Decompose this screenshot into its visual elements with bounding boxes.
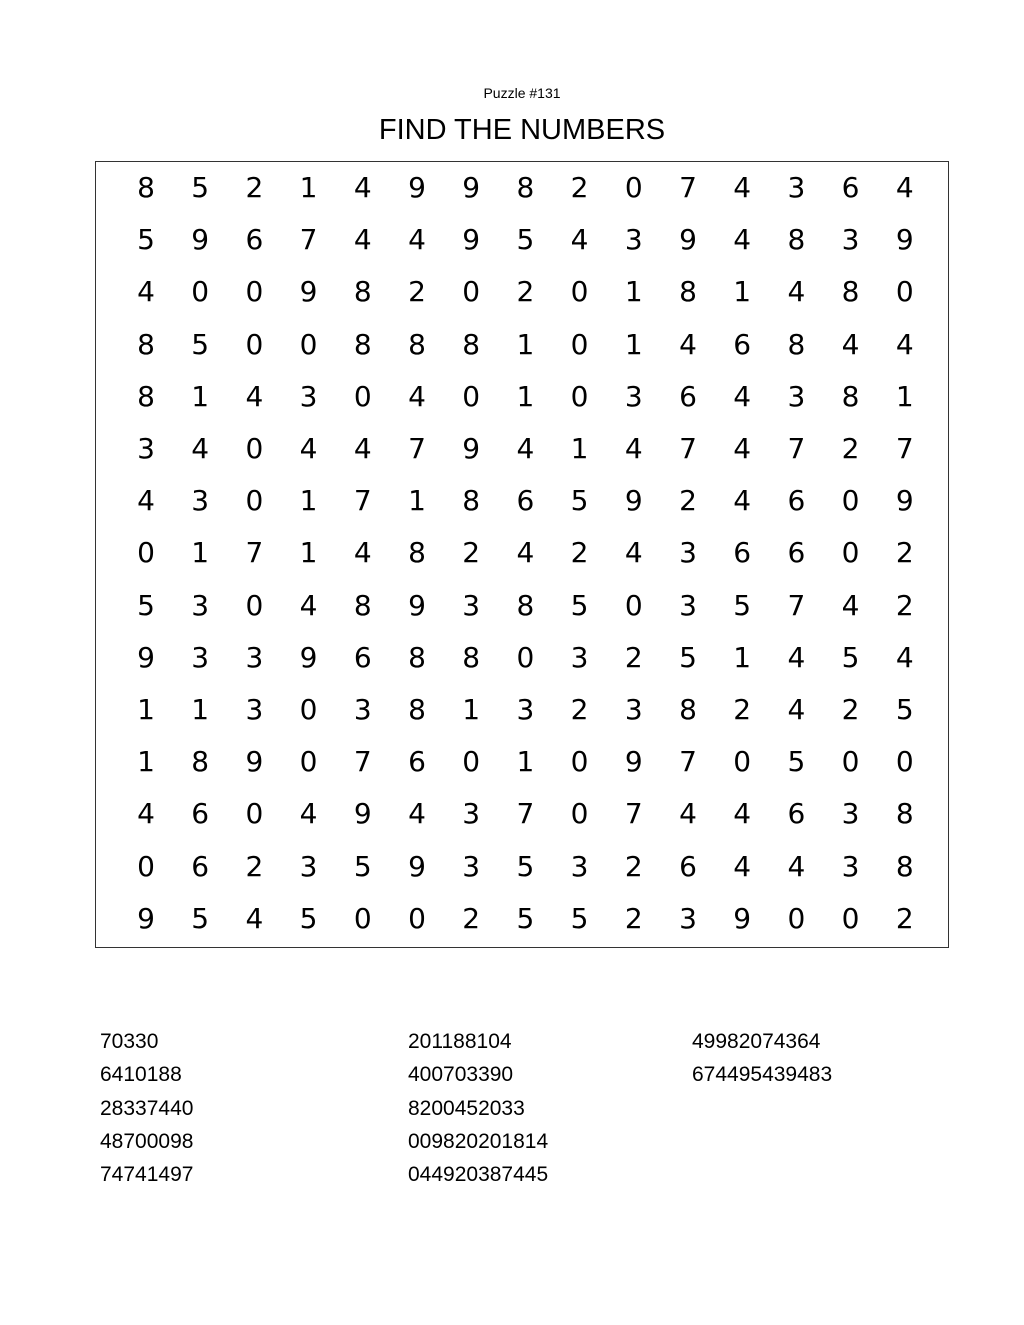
- grid-cell[interactable]: 1: [895, 379, 914, 413]
- grid-cell[interactable]: 5: [299, 901, 318, 935]
- grid-cell[interactable]: 6: [679, 379, 697, 413]
- grid-cell[interactable]: 8: [137, 171, 155, 204]
- grid-cell[interactable]: 4: [733, 432, 752, 465]
- grid-cell[interactable]: 7: [353, 745, 372, 779]
- grid-cell[interactable]: 2: [624, 849, 643, 883]
- grid-cell[interactable]: 8: [353, 588, 372, 622]
- grid-cell[interactable]: 8: [787, 327, 806, 361]
- grid-cell[interactable]: 2: [408, 275, 426, 309]
- grid-cell[interactable]: 9: [191, 223, 210, 257]
- grid-cell[interactable]: 0: [895, 745, 914, 779]
- grid-cell[interactable]: 1: [191, 379, 210, 413]
- grid-cell[interactable]: 7: [679, 171, 697, 204]
- grid-cell[interactable]: 8: [841, 379, 860, 413]
- grid-cell[interactable]: 6: [787, 797, 806, 831]
- grid-cell[interactable]: 1: [299, 536, 318, 570]
- grid-cell[interactable]: 1: [462, 693, 481, 726]
- grid-cell[interactable]: 9: [137, 901, 155, 935]
- grid-cell[interactable]: 0: [245, 484, 264, 518]
- grid-cell[interactable]: 1: [516, 379, 535, 413]
- grid-cell[interactable]: 0: [516, 640, 535, 674]
- grid-cell[interactable]: 4: [137, 484, 155, 518]
- grid-cell[interactable]: 8: [787, 223, 806, 257]
- grid-cell[interactable]: 9: [408, 171, 426, 204]
- grid-cell[interactable]: 9: [299, 275, 318, 309]
- grid-cell[interactable]: 5: [516, 849, 535, 883]
- grid-cell[interactable]: 9: [299, 640, 318, 674]
- grid-cell[interactable]: 1: [408, 484, 426, 518]
- grid-cell[interactable]: 3: [841, 849, 860, 883]
- grid-cell[interactable]: 4: [787, 275, 806, 309]
- grid-cell[interactable]: 7: [245, 536, 264, 570]
- grid-cell[interactable]: 2: [624, 901, 643, 935]
- grid-cell[interactable]: 0: [408, 901, 426, 935]
- grid-cell[interactable]: 5: [570, 484, 589, 518]
- grid-cell[interactable]: 0: [299, 327, 318, 361]
- grid-cell[interactable]: 4: [895, 171, 914, 204]
- grid-cell[interactable]: 8: [679, 275, 697, 309]
- grid-cell[interactable]: 3: [191, 484, 210, 518]
- grid-cell[interactable]: 0: [570, 797, 589, 831]
- grid-cell[interactable]: 5: [570, 588, 589, 622]
- grid-cell[interactable]: 0: [841, 484, 860, 518]
- grid-cell[interactable]: 0: [353, 379, 372, 413]
- grid-cell[interactable]: 3: [191, 640, 210, 674]
- grid-cell[interactable]: 4: [245, 379, 264, 413]
- grid-cell[interactable]: 4: [733, 484, 752, 518]
- grid-cell[interactable]: 2: [570, 171, 589, 204]
- grid-cell[interactable]: 8: [408, 536, 426, 570]
- grid-cell[interactable]: 3: [570, 640, 589, 674]
- word-item: 28337440: [100, 1096, 194, 1120]
- grid-cell[interactable]: 4: [895, 327, 914, 361]
- grid-cell[interactable]: 0: [570, 379, 589, 413]
- grid-cell[interactable]: 2: [570, 693, 589, 726]
- grid-cell[interactable]: 4: [353, 223, 372, 257]
- grid-cell[interactable]: 0: [895, 275, 914, 309]
- grid-cell[interactable]: 5: [895, 693, 914, 726]
- grid-cell[interactable]: 6: [733, 536, 752, 570]
- grid-cell[interactable]: 0: [137, 536, 155, 570]
- grid-cell[interactable]: 1: [137, 745, 155, 779]
- grid-cell[interactable]: 0: [245, 327, 264, 361]
- grid-cell[interactable]: 4: [408, 797, 426, 831]
- grid-cell[interactable]: 9: [462, 223, 481, 257]
- grid-cell[interactable]: 1: [137, 693, 155, 726]
- grid-cell[interactable]: 3: [191, 588, 210, 622]
- grid-cell[interactable]: 7: [624, 797, 643, 831]
- grid-cell[interactable]: 7: [895, 432, 914, 465]
- grid-cell[interactable]: 8: [191, 745, 210, 779]
- word-item: 74741497: [100, 1163, 194, 1187]
- word-item: 400703390: [408, 1063, 514, 1087]
- grid-cell[interactable]: 8: [353, 275, 372, 309]
- grid-cell[interactable]: 3: [624, 379, 643, 413]
- grid-cell[interactable]: 3: [245, 693, 264, 726]
- grid-cell[interactable]: 4: [353, 432, 372, 465]
- grid-cell[interactable]: 4: [299, 432, 318, 465]
- grid-cell[interactable]: 4: [733, 797, 752, 831]
- grid-cell[interactable]: 1: [516, 745, 535, 779]
- grid-cell[interactable]: 2: [570, 536, 589, 570]
- grid-cell[interactable]: 4: [408, 379, 426, 413]
- grid-cell[interactable]: 3: [679, 536, 697, 570]
- grid-cell[interactable]: 0: [570, 327, 589, 361]
- grid-cell[interactable]: 8: [895, 797, 914, 831]
- word-item: 8200452033: [408, 1096, 525, 1120]
- grid-cell[interactable]: 8: [408, 640, 426, 674]
- grid-cell[interactable]: 4: [516, 536, 535, 570]
- grid-cell[interactable]: 5: [516, 223, 535, 257]
- grid-cell[interactable]: 0: [841, 536, 860, 570]
- grid-cell[interactable]: 2: [895, 536, 914, 570]
- grid-cell[interactable]: 4: [733, 171, 752, 204]
- grid-cell[interactable]: 4: [245, 901, 264, 935]
- grid-cell[interactable]: 4: [353, 536, 372, 570]
- grid-cell[interactable]: 7: [516, 797, 535, 831]
- grid-cell[interactable]: 4: [516, 432, 535, 465]
- grid-cell[interactable]: 6: [191, 797, 210, 831]
- grid-cell[interactable]: 1: [733, 275, 752, 309]
- grid-cell[interactable]: 0: [841, 901, 860, 935]
- grid-cell[interactable]: 3: [624, 223, 643, 257]
- word-item: 6410188: [100, 1063, 182, 1087]
- grid-cell[interactable]: 8: [462, 640, 481, 674]
- grid-cell[interactable]: 0: [624, 171, 643, 204]
- grid-cell[interactable]: 0: [245, 797, 264, 831]
- word-item: 009820201814: [408, 1129, 549, 1153]
- grid-cell[interactable]: 4: [679, 797, 697, 831]
- grid-cell[interactable]: 8: [137, 379, 155, 413]
- grid-cell[interactable]: 9: [895, 484, 914, 518]
- grid-cell[interactable]: 4: [137, 275, 155, 309]
- word-item: 674495439483: [692, 1063, 833, 1087]
- grid-cell[interactable]: 5: [353, 849, 372, 883]
- grid-cell[interactable]: 3: [462, 797, 481, 831]
- grid-cell[interactable]: 4: [787, 849, 806, 883]
- grid-cell[interactable]: 6: [516, 484, 535, 518]
- grid-cell[interactable]: 9: [408, 849, 426, 883]
- grid-cell[interactable]: 8: [516, 588, 535, 622]
- grid-cell[interactable]: 1: [624, 275, 643, 309]
- grid-cell[interactable]: 4: [137, 797, 155, 831]
- grid-cell[interactable]: 6: [787, 484, 806, 518]
- word-item: 70330: [100, 1030, 159, 1053]
- grid-cell[interactable]: 5: [137, 588, 155, 622]
- grid-cell[interactable]: 3: [299, 379, 318, 413]
- grid-cell[interactable]: 0: [787, 901, 806, 935]
- grid-cell[interactable]: 3: [787, 171, 806, 204]
- grid-cell[interactable]: 4: [570, 223, 589, 257]
- grid-cell[interactable]: 8: [895, 849, 914, 883]
- grid-cell[interactable]: 3: [787, 379, 806, 413]
- grid-cell[interactable]: 0: [137, 849, 155, 883]
- grid-cell[interactable]: 2: [679, 484, 697, 518]
- grid-cell[interactable]: 3: [245, 640, 264, 674]
- grid-cell[interactable]: 0: [462, 275, 481, 309]
- grid-cell[interactable]: 0: [191, 275, 210, 309]
- grid-cell[interactable]: 0: [462, 379, 481, 413]
- grid-cell[interactable]: 4: [624, 536, 643, 570]
- word-item: 49982074364: [692, 1030, 821, 1053]
- grid-cell[interactable]: 0: [570, 275, 589, 309]
- grid-cell[interactable]: 2: [245, 849, 264, 883]
- grid-cell[interactable]: 4: [679, 327, 697, 361]
- grid-cell[interactable]: 5: [733, 588, 752, 622]
- grid-cell[interactable]: 0: [299, 745, 318, 779]
- grid-cell[interactable]: 1: [516, 327, 535, 361]
- grid-cell[interactable]: 2: [841, 693, 860, 726]
- grid-cell[interactable]: 3: [679, 901, 697, 935]
- grid-cell[interactable]: 6: [353, 640, 372, 674]
- grid-cell[interactable]: 5: [191, 171, 210, 204]
- grid-cell[interactable]: 9: [245, 745, 264, 779]
- grid-cell[interactable]: 0: [245, 432, 264, 465]
- grid-cell[interactable]: 5: [516, 901, 535, 935]
- grid-cell[interactable]: 2: [516, 275, 535, 309]
- grid-cell[interactable]: 8: [408, 327, 426, 361]
- grid-cell[interactable]: 3: [841, 797, 860, 831]
- grid-cell[interactable]: 4: [408, 223, 426, 257]
- grid-cell[interactable]: 4: [841, 588, 860, 622]
- grid-cell[interactable]: 7: [787, 588, 806, 622]
- grid-cell[interactable]: 5: [191, 901, 210, 935]
- grid-cell[interactable]: 4: [624, 432, 643, 465]
- grid-cell[interactable]: 3: [679, 588, 697, 622]
- grid-cell[interactable]: 4: [191, 432, 210, 465]
- grid-cell[interactable]: 0: [245, 588, 264, 622]
- grid-cell[interactable]: 7: [353, 484, 372, 518]
- grid-cell[interactable]: 9: [462, 171, 481, 204]
- grid-cell[interactable]: 6: [841, 171, 860, 204]
- grid-cell[interactable]: 9: [679, 223, 697, 257]
- grid-cell[interactable]: 6: [408, 745, 426, 779]
- grid-cell[interactable]: 1: [624, 327, 643, 361]
- number-grid: [95, 161, 949, 948]
- grid-cell[interactable]: 9: [624, 745, 643, 779]
- grid-cell[interactable]: 4: [299, 588, 318, 622]
- grid-cell[interactable]: 5: [137, 223, 155, 257]
- grid-cell[interactable]: 0: [353, 901, 372, 935]
- grid-cell[interactable]: 4: [733, 849, 752, 883]
- grid-cell[interactable]: 0: [299, 693, 318, 726]
- grid-cell[interactable]: 7: [679, 745, 697, 779]
- grid-cell[interactable]: 4: [733, 379, 752, 413]
- grid-cell[interactable]: 3: [353, 693, 372, 726]
- grid-cell[interactable]: 1: [733, 640, 752, 674]
- grid-cell[interactable]: 1: [191, 693, 210, 726]
- grid-cell[interactable]: 3: [462, 588, 481, 622]
- word-item: 48700098: [100, 1129, 194, 1153]
- grid-cell[interactable]: 6: [191, 849, 210, 883]
- word-item: 044920387445: [408, 1163, 549, 1187]
- grid-cell[interactable]: 2: [624, 640, 643, 674]
- grid-cell[interactable]: 1: [299, 171, 318, 204]
- grid-cell[interactable]: 2: [462, 536, 481, 570]
- grid-cell[interactable]: 0: [624, 588, 643, 622]
- grid-cell[interactable]: 9: [733, 901, 752, 935]
- grid-cell[interactable]: 9: [353, 797, 372, 831]
- grid-cell[interactable]: 6: [679, 849, 697, 883]
- grid-cell[interactable]: 8: [462, 484, 481, 518]
- grid-cell[interactable]: 8: [137, 327, 155, 361]
- grid-cell[interactable]: 2: [841, 432, 860, 465]
- grid-cell[interactable]: 3: [516, 693, 535, 726]
- grid-cell[interactable]: 0: [462, 745, 481, 779]
- grid-cell[interactable]: 6: [733, 327, 752, 361]
- grid-cell[interactable]: 2: [245, 171, 264, 204]
- grid-cell[interactable]: 1: [191, 536, 210, 570]
- puzzle-number: Puzzle #131: [483, 85, 561, 101]
- grid-cell[interactable]: 2: [462, 901, 481, 935]
- grid-cell[interactable]: 8: [679, 693, 697, 726]
- grid-cell[interactable]: 9: [462, 432, 481, 465]
- grid-cell[interactable]: 0: [245, 275, 264, 309]
- word-item: 201188104: [408, 1030, 512, 1053]
- grid-cell[interactable]: 6: [787, 536, 806, 570]
- grid-cell[interactable]: 4: [841, 327, 860, 361]
- grid-cell[interactable]: 1: [570, 432, 589, 465]
- grid-cell[interactable]: 3: [570, 849, 589, 883]
- grid-cell[interactable]: 3: [462, 849, 481, 883]
- grid-cell[interactable]: 8: [841, 275, 860, 309]
- page-title: FIND THE NUMBERS: [378, 114, 666, 146]
- grid-cell[interactable]: 9: [624, 484, 643, 518]
- grid-cell[interactable]: 9: [137, 640, 155, 674]
- grid-cell[interactable]: 3: [299, 849, 318, 883]
- grid-cell[interactable]: 8: [462, 327, 481, 361]
- grid-cell[interactable]: 2: [895, 901, 914, 935]
- grid-cell[interactable]: 7: [408, 432, 426, 465]
- grid-cell[interactable]: 4: [353, 171, 372, 204]
- grid-cell[interactable]: 0: [733, 745, 752, 779]
- grid-cell[interactable]: 5: [787, 745, 806, 779]
- grid-cell[interactable]: 7: [679, 432, 697, 465]
- grid-cell[interactable]: 0: [570, 745, 589, 779]
- grid-cell[interactable]: 8: [516, 171, 535, 204]
- grid-cell[interactable]: 4: [787, 640, 806, 674]
- grid-cell[interactable]: 0: [841, 745, 860, 779]
- grid-cell[interactable]: 9: [408, 588, 426, 622]
- grid-cell[interactable]: 7: [299, 223, 318, 257]
- grid-cell[interactable]: 7: [787, 432, 806, 465]
- grid-cell[interactable]: 1: [299, 484, 318, 518]
- grid-cell[interactable]: 4: [299, 797, 318, 831]
- grid-cell[interactable]: 9: [895, 223, 914, 257]
- grid-cell[interactable]: 5: [570, 901, 589, 935]
- grid-cell[interactable]: 5: [679, 640, 697, 674]
- grid-cell[interactable]: 3: [624, 693, 643, 726]
- grid-cell[interactable]: 3: [137, 432, 155, 465]
- grid-cell[interactable]: 6: [245, 223, 264, 257]
- grid-cell[interactable]: 5: [841, 640, 860, 674]
- grid-cell[interactable]: 8: [353, 327, 372, 361]
- grid-cell[interactable]: 4: [895, 640, 914, 674]
- grid-cell[interactable]: 2: [733, 693, 752, 726]
- grid-cell[interactable]: 4: [733, 223, 752, 257]
- grid-cell[interactable]: 8: [408, 693, 426, 726]
- grid-cell[interactable]: 2: [895, 588, 914, 622]
- grid-cell[interactable]: 3: [841, 223, 860, 257]
- grid-cell[interactable]: 4: [787, 693, 806, 726]
- grid-cell[interactable]: 5: [191, 327, 210, 361]
